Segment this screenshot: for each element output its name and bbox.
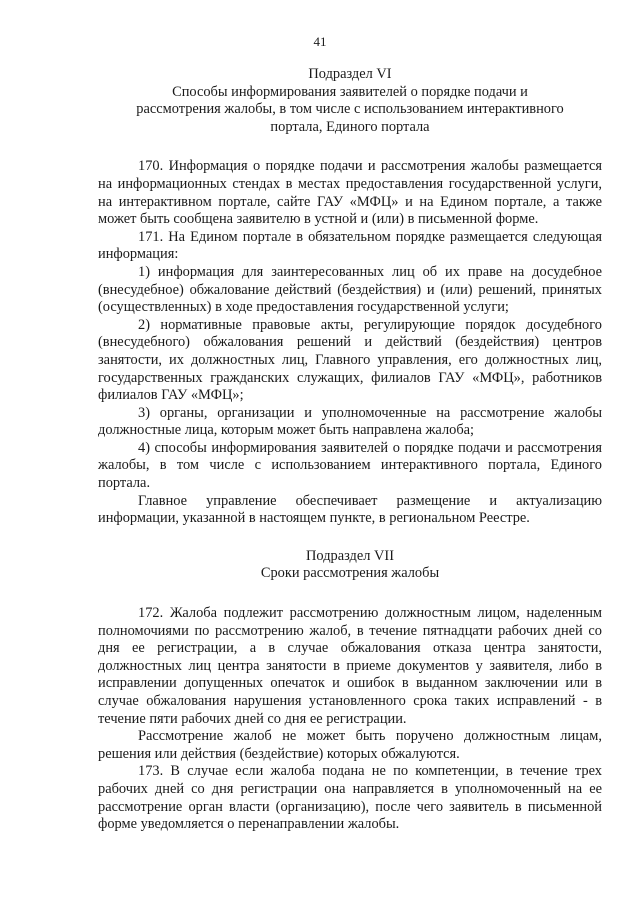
document-body — [98, 66, 602, 834]
list-item-4: 4) способы информирования заявителей о порядке подачи и рассмотрения жалобы, в том числе с использованием интерактивного портала, Единого портала. — [98, 439, 602, 492]
section-vi-subtitle-line: портала, Единого портала — [270, 118, 430, 135]
section-vi-heading — [98, 66, 602, 136]
list-item-3: 3) органы, организации и уполномоченные на рассмотрение жалобы должностные лица, которым может быть направлена жалоба; — [98, 404, 602, 439]
paragraph-review-restriction: Рассмотрение жалоб не может быть поручено должностным лицам, решения или действия (бездействие) которых обжалуются. — [98, 728, 602, 762]
paragraph-171: 171. На Едином портале в обязательном порядке размещается следующая информация: — [98, 228, 602, 263]
paragraph-170: 170. Информация о порядке подачи и рассмотрения жалобы размещается на информационных стендах в местах предоставления государственной услуги, на интерактивном портале, сайте ГАУ «МФЦ» и на Едином портале, а также может быть сообщена заявителю в устной и (или) в письменной форме. — [98, 158, 602, 228]
paragraph-main-directorate: Главное управление обеспечивает размещение и актуализацию информации, указанной в настоящем пункте, в региональном Реестре. — [98, 492, 602, 527]
section-vii-title: Подраздел VII — [306, 547, 394, 564]
paragraph-172: 172. Жалоба подлежит рассмотрению должностным лицом, наделенным полномочиями по рассмотрению жалоб, в течение пятнадцати рабочих дней со дня ее регистрации, а в случае обжалования отказа центра занятости, должностных лиц центра занятости в приеме документов у заявителя, либо в исправлении допущенных опечаток и ошибок в выданном заключении или в случае обжалования нарушения установленного срока таких исправлений - в течение пяти рабочих дней со дня ее регистрации. — [98, 605, 602, 727]
page-number: 41 — [313, 34, 327, 49]
list-item-2: 2) нормативные правовые акты, регулирующие порядок досудебного (внесудебного) обжалования решений и действий (бездействия) центров занятости, их должностных лиц, Главного управления, его должностных лиц, государственных гражданских служащих, филиалов ГАУ «МФЦ», работников филиалов ГАУ «МФЦ»; — [98, 316, 602, 404]
list-item-1: 1) информация для заинтересованных лиц об их праве на досудебное (внесудебное) обжалование действий (бездействия) и (или) решений, принятых (осуществленных) в ходе предоставления государственной услуги; — [98, 263, 602, 316]
section-vii-heading — [98, 548, 602, 583]
section-vi-subtitle-line: Способы информирования заявителей о порядке подачи и — [172, 83, 528, 100]
paragraph-173: 173. В случае если жалоба подана не по компетенции, в течение трех рабочих дней со дня регистрации она направляется в уполномоченный на ее рассмотрение орган власти (организацию), после чего заявитель в письменной форме уведомляется о перенаправлении жалобы. — [98, 763, 602, 833]
section-vi-title: Подраздел VI — [308, 66, 392, 82]
section-vi-subtitle-line: рассмотрения жалобы, в том числе с использованием интерактивного — [136, 101, 564, 118]
section-vii-subtitle-line: Сроки рассмотрения жалобы — [260, 565, 440, 582]
